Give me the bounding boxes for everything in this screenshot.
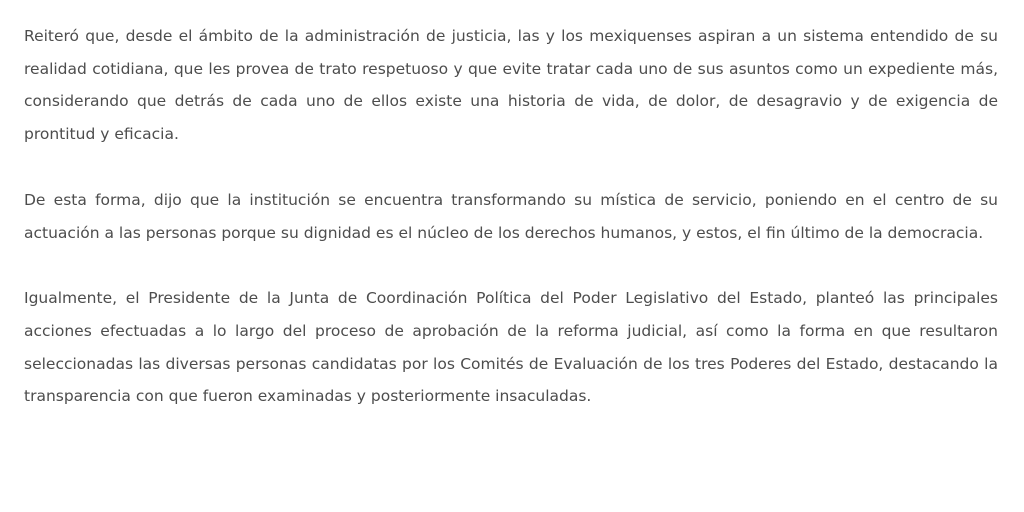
article-body [24,20,998,446]
article-paragraph: Reiteró que, desde el ámbito de la administración de justicia, las y los mexiquenses aspiran a un sistema entendido de su realidad cotidiana, que les provea de trato respetuoso y que evite tratar cada uno de sus asuntos como un expediente más, considerando que detrás de cada uno de ellos existe una historia de vida, de dolor, de desagravio y de exigencia de prontitud y eficacia. [24,27,998,144]
article-paragraph: De esta forma, dijo que la institución se encuentra transformando su mística de servicio, poniendo en el centro de su actuación a las personas porque su dignidad es el núcleo de los derechos humanos, y estos, el fin último de la democracia. [24,190,998,242]
article-paragraph: Igualmente, el Presidente de la Junta de Coordinación Política del Poder Legislativo del Estado, planteó las principales acciones efectuadas a lo largo del proceso de aprobación de la reforma judicial, así como la forma en que resultaron seleccionadas las diversas personas candidatas por los Comités de Evaluación de los tres Poderes del Estado, destacando la transparencia con que fueron examinadas y posteriormente insaculadas. [24,289,998,406]
